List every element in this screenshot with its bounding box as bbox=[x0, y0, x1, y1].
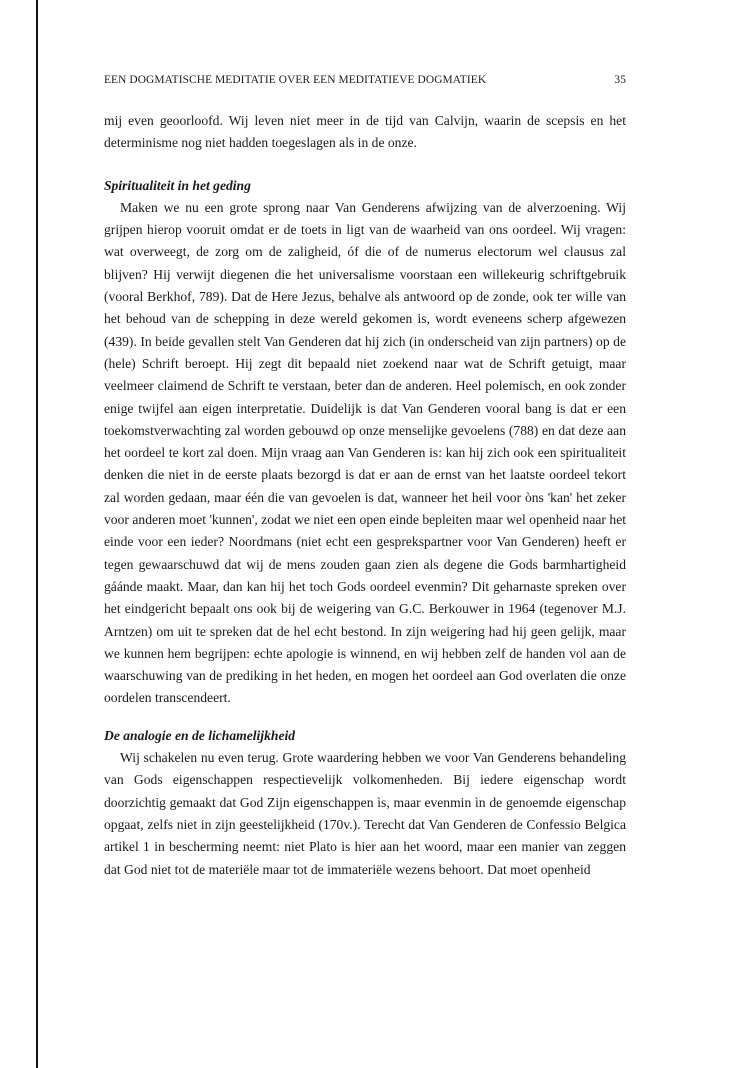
page-spine-line bbox=[36, 0, 38, 1068]
running-head bbox=[104, 72, 626, 88]
section-paragraph: Maken we nu een grote sprong naar Van Genderens afwijzing van de alverzoening. Wij grijpen hierop vooruit omdat er de toets in ligt van de waarheid van ons oordeel. Wij vragen: wat overweegt, de zorg om de zaligheid, óf die of de numerus electorum wel clausus zal blijven? Hij verwijt diegenen die het universalisme voorstaan een willekeurig schriftgebruik (vooral Berkhof, 789). Dat de Here Jezus, behalve als antwoord op de zonde, ook ter wille van het behoud van de schepping in deze wereld gekomen is, wordt eveneens scherp afgewezen (439). In beide gevallen stelt Van Genderen dat hij zich (in onderscheid van zijn partners) op de (hele) Schrift beroept. Hij zegt dit bepaald niet zoekend naar wat de Schrift getuigt, maar veelmeer claimend de Schrift te verstaan, beter dan de anderen. Heel polemisch, en ook zonder enige twijfel aan eigen interpretatie. Duidelijk is dat Van Genderen vooral bang is dat er een toekomstverwachting zal worden gebouwd op onze menselijke gevoelens (788) en dat deze aan het oordeel te kort zal doen. Mijn vraag aan Van Genderen is: kan hij zich ook een spiritualiteit denken die niet in de eerste plaats bezorgd is dat er aan de ernst van het laatste oordeel tekort zal worden gedaan, maar één die van gevoelen is dat, wanneer het heil voor òns 'kan' het zeker voor anderen moet 'kunnen', zodat we niet een open einde bepleiten maar wel openheid naar het einde voor een ieder? Noordmans (niet echt een gesprekspartner voor Van Genderen) heeft er tegen gewaarschuwd dat wij de mens zouden gaan zien als degene die Gods barmhartigheid gáánde maakt. Maar, dan kan hij het toch Gods oordeel evenmin? Dit geharnaste spreken over het eindgericht bepaalt ons ook bij de weigering van G.C. Berkouwer in 1964 (tegenover M.J. Arntzen) om uit te spreken dat de hel echt bestond. In zijn weigering had hij geen gelijk, maar we kunnen hem begrijpen: echte apologie is winnend, en wij hebben zelf de handen vol aan de waarschuwing van de prediking in het heden, en mogen het oordeel aan God overlaten die onze oordelen transcendeert. bbox=[104, 199, 626, 706]
section-analogie bbox=[104, 725, 626, 881]
opening-paragraph: mij even geoorloofd. Wij leven niet meer in de tijd van Calvijn, waarin de scepsis en het determinisme nog niet hadden toegeslagen als in de onze. bbox=[104, 113, 626, 151]
page-number: 35 bbox=[614, 74, 626, 86]
running-head-title: EEN DOGMATISCHE MEDITATIE OVER EEN MEDITATIEVE DOGMATIEK bbox=[104, 74, 487, 86]
section-heading: Spiritualiteit in het geding bbox=[104, 177, 251, 193]
document-page bbox=[104, 72, 626, 881]
section-heading: De analogie en de lichamelijkheid bbox=[104, 727, 296, 743]
section-paragraph: Wij schakelen nu even terug. Grote waardering hebben we voor Van Genderens behandeling van Gods eigenschappen respectievelijk volkomenheden. Bij iedere eigenschap wordt doorzichtig gemaakt dat God Zijn eigenschappen ìs, maar evenmin ìn de genoemde eigenschap opgaat, zelfs niet in zijn geestelijkheid (170v.). Terecht dat Van Genderen de Confessio Belgica artikel 1 in bescherming neemt: niet Plato is hier aan het woord, maar een manier van zeggen dat God niet tot de materiële maar tot de immateriële wezens behoort. Dat moet openheid bbox=[104, 750, 626, 877]
section-spiritualiteit bbox=[104, 175, 626, 710]
